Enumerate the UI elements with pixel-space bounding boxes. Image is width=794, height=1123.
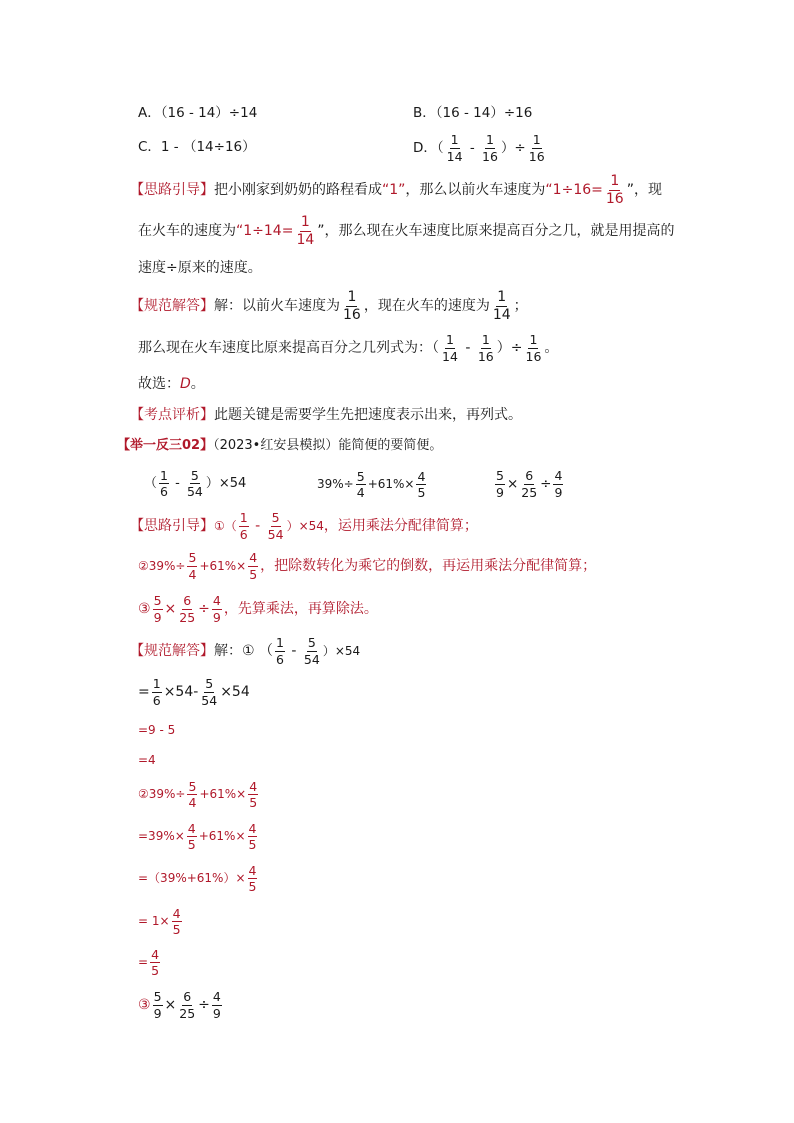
thinking1-line3: 速度÷原来的速度。 [138, 260, 262, 276]
review1: 【考点评析】此题关键是需要学生先把速度表示出来，再列式。 [130, 407, 522, 423]
thinking1-line1: 【思路引导】把小刚家到奶奶的路程看成“1”，那么以前火车速度为“1÷16= $\frac{1}{16}$ ”，现 [130, 172, 662, 207]
answer2-q2-result: = $\frac{4}{5}$ [138, 946, 160, 978]
thinking2-line2: ②39%÷ $\frac{5}{4}$ +61%× $\frac{4}{5}$ ，把除数转化为乘它的倒数，再运用乘法分配律简算； [138, 550, 597, 582]
answer2-q2-step2: =（39%+61%）× $\frac{4}{5}$ [138, 862, 257, 894]
answer2-q2-step3: = 1× $\frac{4}{5}$ [138, 905, 181, 937]
answer2-step2: =9 - 5 [138, 723, 176, 737]
example-heading: 【举一反三02】（2023•红安县模拟）能简便的要简便。 [117, 438, 443, 453]
example-problem-2: 39%÷ $\frac{5}{4}$ +61%× $\frac{4}{5}$ [317, 468, 426, 500]
answer2-header: 【规范解答】解：① （ $\frac{1}{6}$ - $\frac{5}{54}$ ）×54 [130, 635, 361, 667]
thinking1-line2: 在火车的速度为“1÷14= $\frac{1}{14}$ ”，那么现在火车速度比原来提高百分之几，就是用提高的 [138, 213, 675, 248]
answer2-q2-step1: =39%× $\frac{4}{5}$ +61%× $\frac{4}{5}$ [138, 820, 257, 852]
answer2-step3: =4 [138, 753, 156, 767]
answer1-choice: 故选：D。 [138, 376, 205, 392]
answer1-line2: 那么现在火车速度比原来提高百分之几列式为：（ $\frac{1}{14}$ - $\frac{1}{16}$ ）÷ $\frac{1}{16}$ 。 [138, 332, 559, 364]
answer2-q3: ③ $\frac{5}{9}$ × $\frac{6}{25}$ ÷ $\frac{4}{9}$ [138, 989, 221, 1021]
option-c: C．1 - （14÷16） [138, 139, 256, 155]
option-d: D．（ $\frac{1}{14}$ - $\frac{1}{16}$ ）÷ $\frac{1}{16}$ [413, 132, 545, 164]
answer2-step1: = $\frac{1}{6}$ ×54- $\frac{5}{54}$ ×54 [138, 676, 250, 708]
option-b: B．（16 - 14）÷16 [413, 105, 533, 121]
example-problem-3: $\frac{5}{9}$ × $\frac{6}{25}$ ÷ $\frac{4}{9}$ [496, 468, 563, 500]
answer2-q2: ②39%÷ $\frac{5}{4}$ +61%× $\frac{4}{5}$ [138, 778, 258, 810]
example-problem-1: （ $\frac{1}{6}$ - $\frac{5}{54}$ ）×54 [144, 467, 247, 499]
answer1-line1: 【规范解答】解：以前火车速度为 $\frac{1}{16}$ ，现在火车的速度为 $\frac{1}{14}$ ； [130, 288, 528, 323]
thinking2-line1: 【思路引导】①（ $\frac{1}{6}$ - $\frac{5}{54}$ ）×54，运用乘法分配律简算； [130, 510, 478, 542]
option-a: A．（16 - 14）÷14 [138, 105, 258, 121]
thinking2-line3: ③ $\frac{5}{9}$ × $\frac{6}{25}$ ÷ $\frac{4}{9}$ ，先算乘法，再算除法。 [138, 593, 378, 625]
